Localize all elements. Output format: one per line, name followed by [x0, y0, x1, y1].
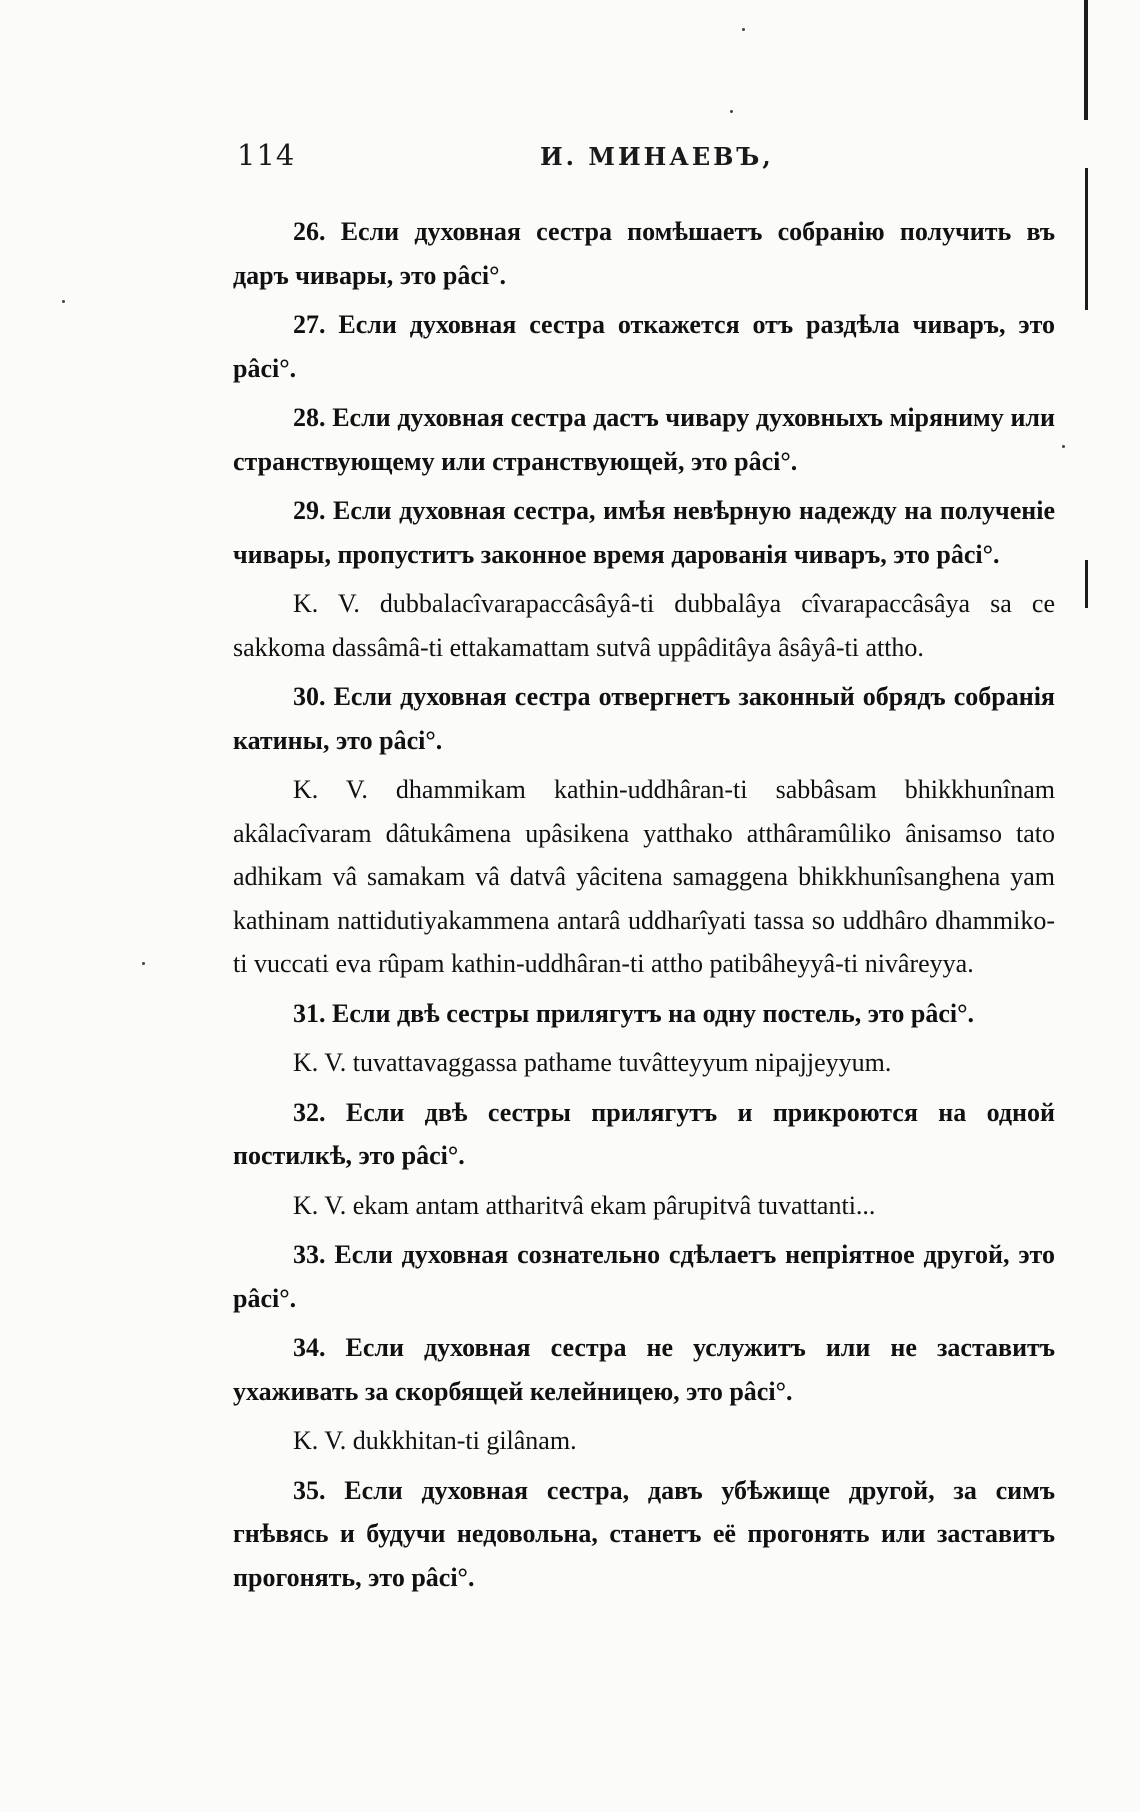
body-text [233, 210, 1055, 1605]
commentary-31: K. V. tuvattavaggassa pathame tuvâtteyyum nipajjeyyum. [293, 1048, 892, 1077]
paragraph-27: 27. Если духовная сестра откажется отъ раздѣла чиваръ, это pâci°. [233, 310, 1055, 383]
paragraph-30: 30. Если духовная сестра отвергнетъ законный обрядъ собранія катины, это pâci°. [233, 682, 1055, 755]
commentary-32: K. V. ekam antam attharitvâ ekam pârupitvâ tuvattanti... [293, 1190, 876, 1220]
spine-edge-line [1084, 0, 1088, 120]
paragraph-34: 34. Если духовная сестра не услужитъ или не заставитъ ухаживать за скорбящей келейницею, это pâci°. [233, 1333, 1055, 1406]
commentary-29: K. V. dubbalacîvarapaccâsâyâ-ti dubbalâya cîvarapaccâsâya sa ce sakkoma dassâmâ-ti ettakamattam sutvâ uppâditâya âsâyâ-ti attho. [233, 589, 1055, 662]
paragraph-26: 26. Если духовная сестра помѣшаетъ собранію получить въ даръ чивары, это pâci°. [233, 217, 1055, 290]
running-head: И. МИНАЕВЪ, [540, 142, 774, 171]
scan-speck [62, 300, 65, 303]
page-number: 114 [237, 138, 296, 172]
scan-speck [742, 28, 745, 31]
paragraph-32: 32. Если двѣ сестры прилягутъ и прикроются на одной постилкѣ, это pâci°. [233, 1097, 1055, 1170]
paragraph-28: 28. Если духовная сестра дастъ чивару духовныхъ міряниму или странствующему или странствующей, это pâci°. [233, 403, 1055, 476]
commentary-34: K. V. dukkhitan-ti gilânam. [293, 1426, 577, 1455]
page-header [237, 138, 1047, 188]
paragraph-33: 33. Если духовная сознательно сдѣлаетъ непріятное другой, это pâci°. [233, 1240, 1055, 1313]
spine-edge-line [1085, 560, 1088, 608]
commentary-30: K. V. dhammikam kathin-uddhâran-ti sabbâsam bhikkhunînam akâlacîvaram dâtukâmena upâsikena yatthako atthâramûliko ânisamso tato adhikam vâ samakam vâ datvâ yâcitena samaggena bhikkhunîsanghena yam kathinam nattidutiyakammena antarâ uddharîyati tassa so uddhâro dhammiko-ti vuccati eva rûpam kathin-uddhâran-ti attho patibâheyyâ-ti nivâreyya. [233, 775, 1055, 978]
paragraph-29: 29. Если духовная сестра, имѣя невѣрную надежду на полученіе чивары, пропуститъ законное время дарованія чиваръ, это pâci°. [233, 496, 1055, 569]
scan-speck [730, 110, 733, 113]
paragraph-35: 35. Если духовная сестра, давъ убѣжище другой, за симъ гнѣвясь и будучи недовольна, станетъ её прогонять или заставитъ прогонять, это pâci°. [233, 1475, 1055, 1592]
spine-edge-line [1085, 168, 1088, 310]
scan-speck [1062, 445, 1065, 448]
paragraph-31: 31. Если двѣ сестры прилягутъ на одну постель, это pâci°. [293, 998, 974, 1028]
scan-speck [142, 962, 145, 965]
